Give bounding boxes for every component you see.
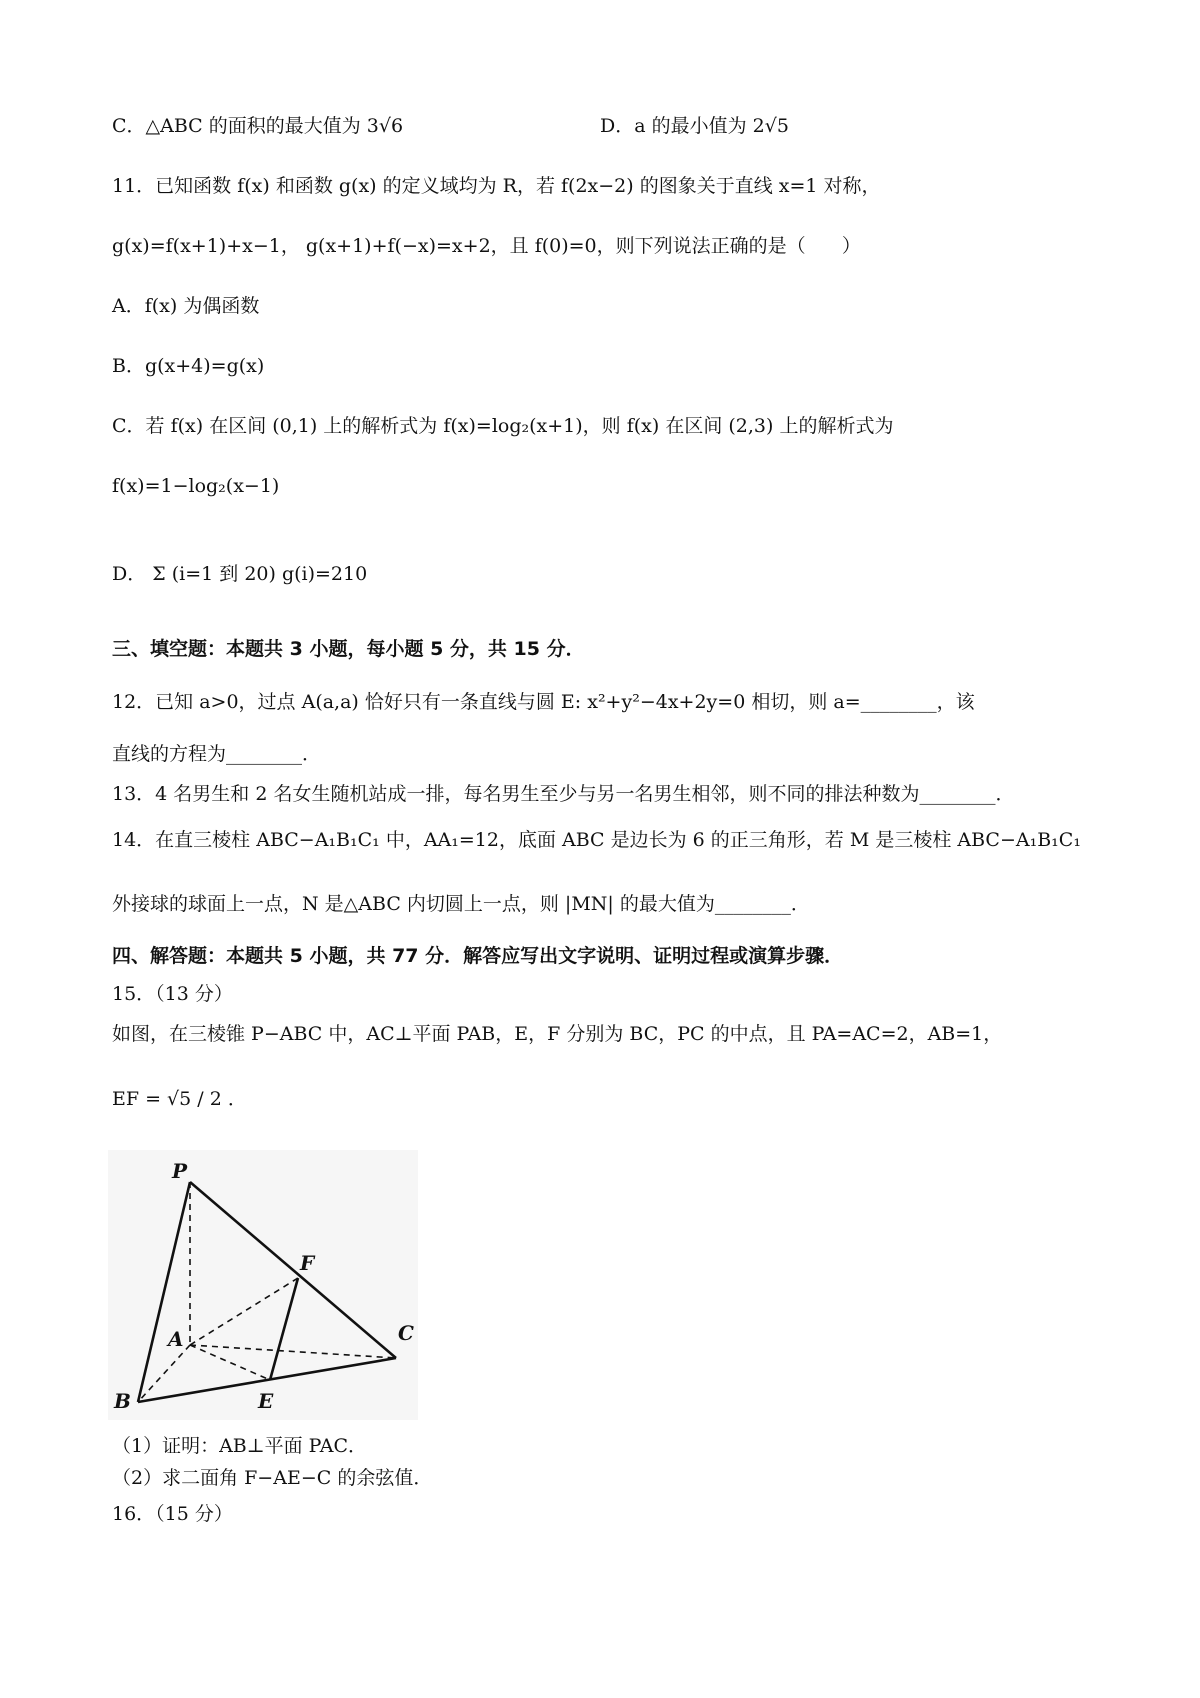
q15-stem-line1: 如图，在三棱锥 P−ABC 中，AC⊥平面 PAB，E，F 分别为 BC，PC 的中点，且 PA=AC=2，AB=1， [112,1023,1003,1045]
segment-FE [270,1278,298,1380]
q11-stem-line2: g(x)=f(x+1)+x−1， g(x+1)+f(−x)=x+2，且 f(0)=0，则下列说法正确的是（ ） [112,235,861,257]
label-F: F [300,1251,315,1275]
q11-option-a: A．f(x) 为偶函数 [112,295,260,317]
tetrahedron-figure [108,1150,418,1420]
q15-part1: （1）证明：AB⊥平面 PAC． [112,1435,367,1457]
q15-part2: （2）求二面角 F−AE−C 的余弦值． [112,1467,433,1489]
q16-heading: 16．（15 分） [112,1503,233,1525]
q14-line2: 外接球的球面上一点，N 是△ABC 内切圆上一点，则 |MN| 的最大值为________． [112,893,810,915]
q15-heading: 15．（13 分） [112,983,233,1005]
label-A: A [168,1327,184,1351]
label-E: E [258,1389,274,1413]
q11-option-c-line2: f(x)=1−log₂(x−1) [112,475,280,497]
q11-option-b: B．g(x+4)=g(x) [112,355,265,377]
section-4-heading: 四、解答题：本题共 5 小题，共 77 分．解答应写出文字说明、证明过程或演算步骤． [112,945,844,967]
q10-option-d: D．a 的最小值为 2√5 [600,115,789,137]
q11-option-d: D． Σ (i=1 到 20) g(i)=210 [112,563,368,585]
edge-PC [190,1182,396,1358]
edge-AC [190,1345,396,1358]
label-B: B [114,1389,131,1413]
q10-option-c: C．△ABC 的面积的最大值为 3√6 [112,115,404,137]
q13: 13．4 名男生和 2 名女生随机站成一排，每名男生至少与另一名男生相邻，则不同的排法种数为________． [112,783,1015,805]
segment-AE [190,1345,270,1380]
label-C: C [398,1321,414,1345]
q12-line2: 直线的方程为________． [112,743,322,765]
edge-PB [138,1182,190,1402]
q11-option-c-line1: C．若 f(x) 在区间 (0,1) 上的解析式为 f(x)=log₂(x+1)，则 f(x) 在区间 (2,3) 上的解析式为 [112,415,894,437]
tetrahedron-diagram [108,1150,418,1420]
q12-line1: 12．已知 a>0，过点 A(a,a) 恰好只有一条直线与圆 E: x²+y²−4x+2y=0 相切，则 a=________，该 [112,691,975,713]
label-P: P [172,1159,188,1183]
q11-stem-line1: 11．已知函数 f(x) 和函数 g(x) 的定义域均为 R，若 f(2x−2) 的图象关于直线 x=1 对称， [112,175,881,197]
q15-stem-line2: EF = √5 / 2 ． [112,1088,247,1110]
q14-line1: 14．在直三棱柱 ABC−A₁B₁C₁ 中，AA₁=12，底面 ABC 是边长为 6 的正三角形，若 M 是三棱柱 ABC−A₁B₁C₁ [112,829,1081,851]
section-3-heading: 三、填空题：本题共 3 小题，每小题 5 分，共 15 分． [112,638,585,660]
